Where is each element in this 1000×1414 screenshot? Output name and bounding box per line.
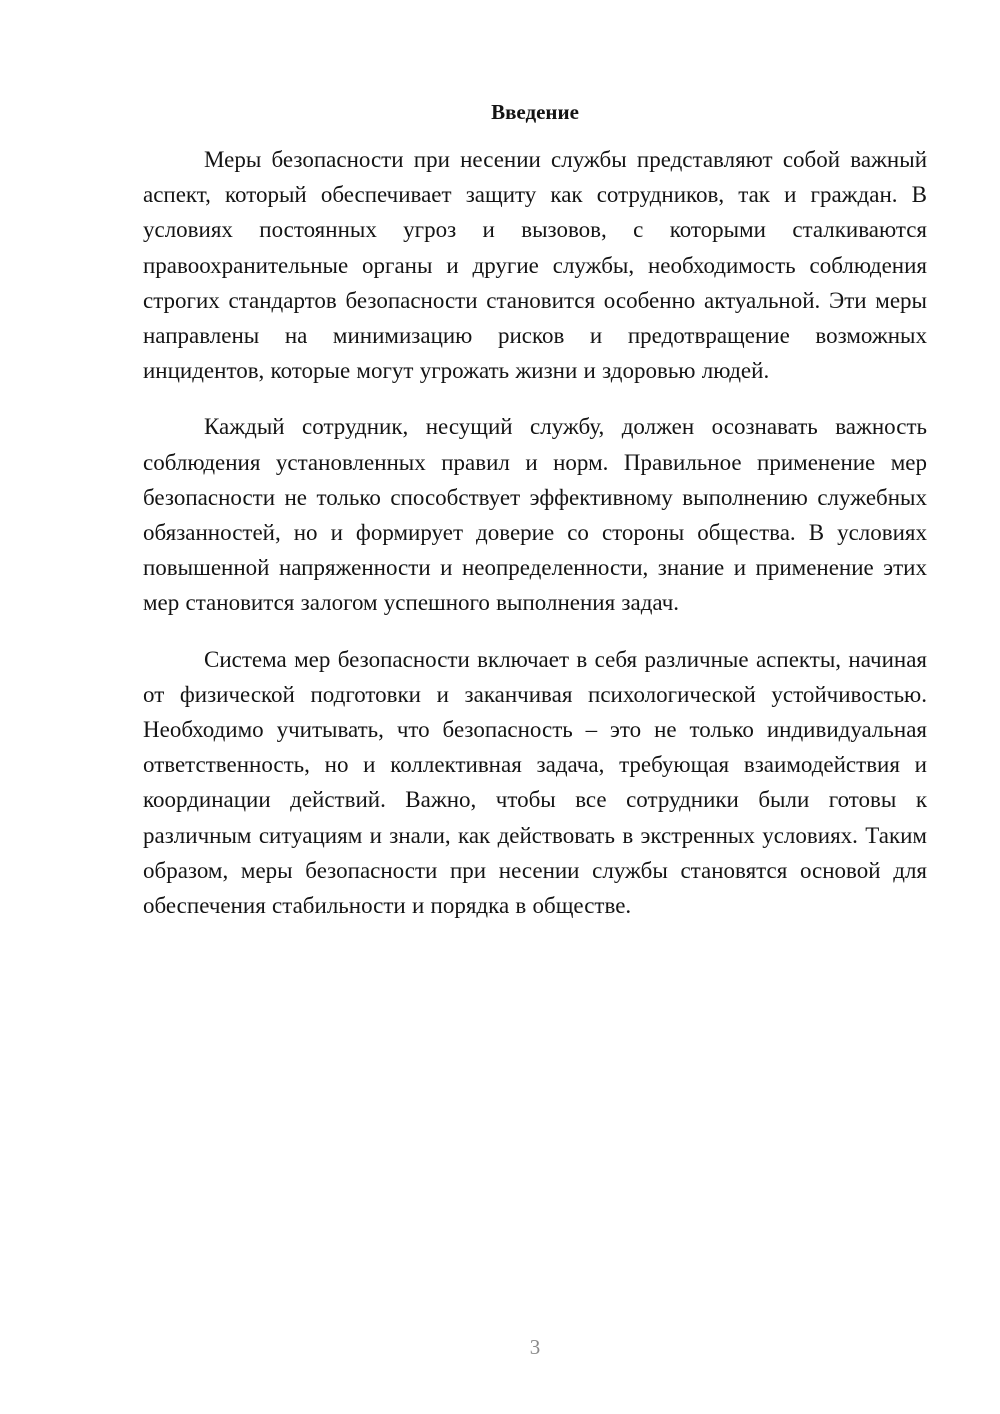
paragraph-2: Каждый сотрудник, несущий службу, должен осознавать важность соблюдения установленных правил и норм. Правильное применение мер безопасности не только способствует эффективному выполнению служебных обязанностей, но и формирует доверие со стороны общества. В условиях повышенной напряженности и неопределенности, знание и применение этих мер становится залогом успешного выполнения задач. bbox=[143, 414, 927, 616]
paragraph-3: Система мер безопасности включает в себя различные аспекты, начиная от физической подготовки и заканчивая психологической устойчивостью. Необходимо учитывать, что безопасность – это не только индивидуальная ответственность, но и коллективная задача, требующая взаимодействия и координации действий. Важно, чтобы все сотрудники были готовы к различным ситуациям и знали, как действовать в экстренных условиях. Таким образом, меры безопасности при несении службы становятся основой для обеспечения стабильности и порядка в обществе. bbox=[143, 646, 927, 919]
section-title: Введение bbox=[491, 100, 579, 124]
page-number: 3 bbox=[529, 1335, 541, 1359]
body-text bbox=[143, 142, 927, 923]
paragraph-1: Меры безопасности при несении службы представляют собой важный аспект, который обеспечивает защиту как сотрудников, так и граждан. В условиях постоянных угроз и вызовов, с которыми сталкиваются правоохранительные органы и другие службы, необходимость соблюдения строгих стандартов безопасности становится особенно актуальной. Эти меры направлены на минимизацию рисков и предотвращение возможных инцидентов, которые могут угрожать жизни и здоровью людей. bbox=[143, 147, 927, 384]
